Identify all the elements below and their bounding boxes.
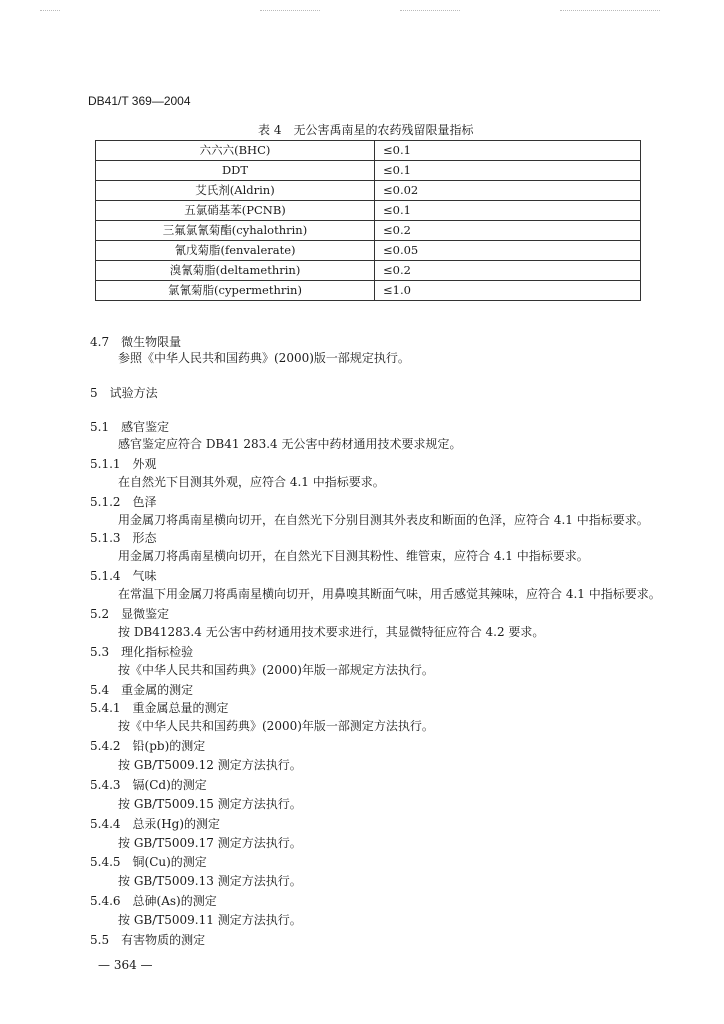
table-row [96,161,641,181]
residue-limit: ≤1.0 [375,281,641,301]
table-row [96,221,641,241]
section-heading: 5.4.4 总汞(Hg)的测定 [90,817,221,831]
section-heading: 4.7 微生物限量 [90,335,182,349]
residue-limit: ≤0.02 [375,181,641,201]
paragraph: 用金属刀将禹南星横向切开，在自然光下目测其粉性、维管束，应符合 4.1 中指标要求。 [118,549,589,563]
table-row [96,261,641,281]
section-heading: 5.4.6 总砷(As)的测定 [90,894,217,908]
residue-limit: ≤0.2 [375,221,641,241]
residue-limit: ≤0.1 [375,141,641,161]
pesticide-name: 氰戊菊脂(fenvalerate) [96,241,375,261]
pesticide-name: 溴氰菊脂(deltamethrin) [96,261,375,281]
pesticide-name: DDT [96,161,375,181]
table-row [96,181,641,201]
residue-limit: ≤0.1 [375,201,641,221]
section-heading: 5.1.2 色泽 [90,495,157,509]
section-heading: 5.4.3 镉(Cd)的测定 [90,778,207,792]
section-heading: 5.4.1 重金属总量的测定 [90,701,229,715]
section-heading: 5.5 有害物质的测定 [90,933,206,947]
pesticide-name: 氯氰菊脂(cypermethrin) [96,281,375,301]
paragraph: 感官鉴定应符合 DB41 283.4 无公害中药材通用技术要求规定。 [118,437,462,451]
paragraph: 在常温下用金属刀将禹南星横向切开，用鼻嗅其断面气味，用舌感觉其辣味，应符合 4.1 中指标要求。 [118,587,661,601]
table-row [96,241,641,261]
table-row [96,201,641,221]
section-heading: 5.4.5 铜(Cu)的测定 [90,855,207,869]
section-heading: 5.1.1 外观 [90,457,157,471]
section-heading: 5 试验方法 [90,386,158,400]
pesticide-name: 六六六(BHC) [96,141,375,161]
paragraph: 参照《中华人民共和国药典》(2000)版一部规定执行。 [118,351,410,365]
paragraph: 按《中华人民共和国药典》(2000)年版一部规定方法执行。 [118,663,434,677]
pesticide-name: 艾氏剂(Aldrin) [96,181,375,201]
paragraph: 按 GB/T5009.11 测定方法执行。 [118,913,302,927]
page-number: — 364 — [98,958,153,972]
pesticide-name: 五氯硝基苯(PCNB) [96,201,375,221]
paragraph: 按 DB41283.4 无公害中药材通用技术要求进行，其显微特征应符合 4.2 要求。 [118,625,545,639]
paragraph: 按 GB/T5009.13 测定方法执行。 [118,874,302,888]
paragraph: 在自然光下目测其外观，应符合 4.1 中指标要求。 [118,475,385,489]
section-heading: 5.4.2 铅(pb)的测定 [90,739,206,753]
section-heading: 5.4 重金属的测定 [90,683,194,697]
paragraph: 按 GB/T5009.12 测定方法执行。 [118,758,302,772]
section-heading: 5.3 理化指标检验 [90,645,194,659]
paragraph: 按 GB/T5009.17 测定方法执行。 [118,836,302,850]
paragraph: 按《中华人民共和国药典》(2000)年版一部测定方法执行。 [118,719,434,733]
residue-limit: ≤0.2 [375,261,641,281]
section-heading: 5.1.4 气味 [90,569,157,583]
section-heading: 5.2 显微鉴定 [90,607,170,621]
section-heading: 5.1 感官鉴定 [90,420,170,434]
paragraph: 按 GB/T5009.15 测定方法执行。 [118,797,302,811]
table-row [96,141,641,161]
document-code: DB41/T 369—2004 [88,94,191,108]
pesticide-name: 三氟氯氰菊酯(cyhalothrin) [96,221,375,241]
paragraph: 用金属刀将禹南星横向切开，在自然光下分别目测其外表皮和断面的色泽，应符合 4.1 中指标要求。 [118,513,649,527]
table-caption: 表 4 无公害禹南星的农药残留限量指标 [258,123,474,137]
pesticide-residue-table [95,140,641,301]
residue-limit: ≤0.05 [375,241,641,261]
table-row [96,281,641,301]
section-heading: 5.1.3 形态 [90,531,157,545]
residue-limit: ≤0.1 [375,161,641,181]
